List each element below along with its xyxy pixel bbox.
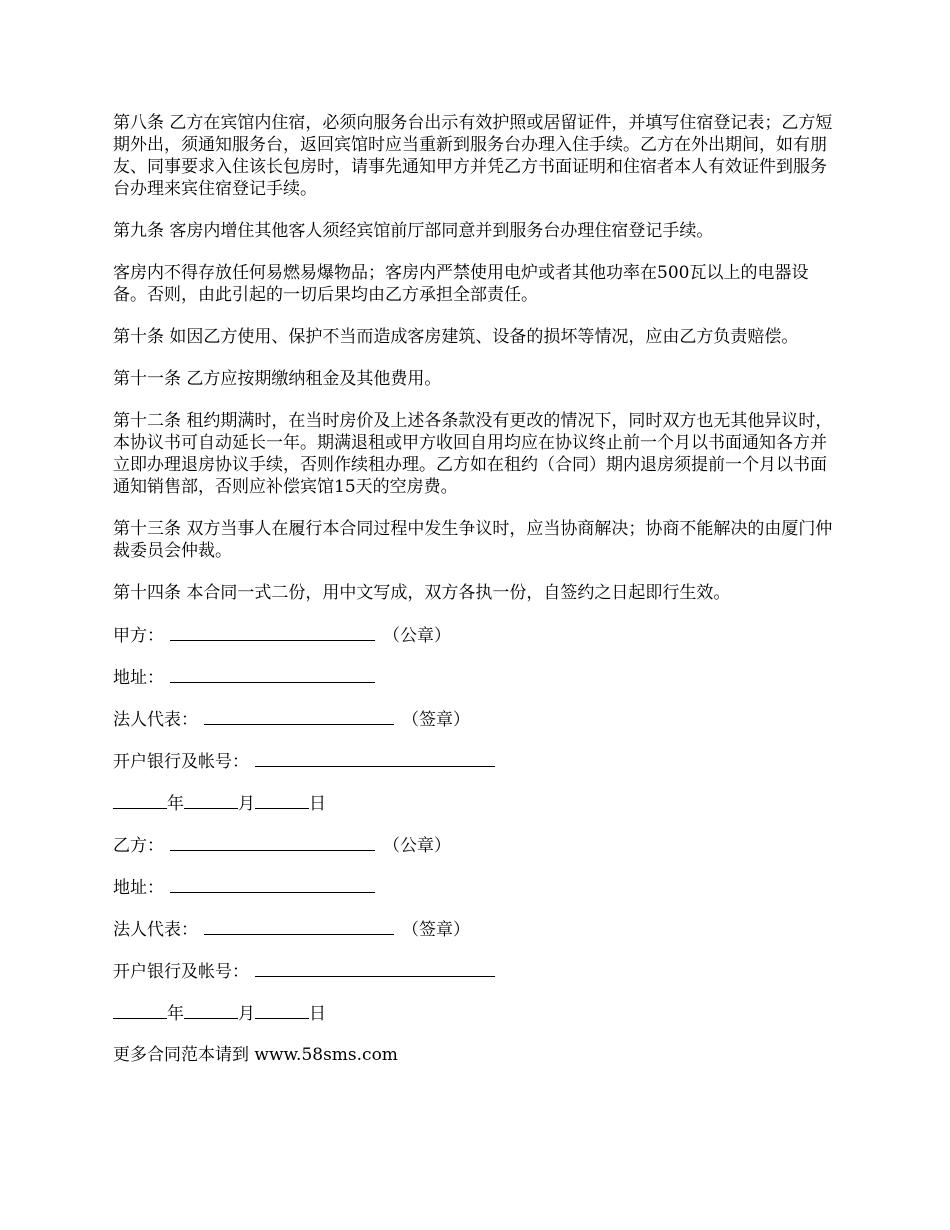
party-a-signature-field[interactable] bbox=[170, 624, 375, 641]
year-label: 年 bbox=[167, 1004, 184, 1024]
party-b-sign-note: （签章） bbox=[402, 920, 470, 940]
party-b-label: 乙方： bbox=[113, 836, 164, 856]
clause-8: 第八条 乙方在宾馆内住宿，必须向服务台出示有效护照或居留证件，并填写住宿登记表；乙方短期外出，须通知服务台，返回宾馆时应当重新到服务台办理入住手续。乙方在外出期间，如有朋友、同事要求入住该长包房时，请事先通知甲方并凭乙方书面证明和住宿者本人有效证件到服务台办理来宾住宿登记手续。 bbox=[113, 113, 833, 199]
year-label: 年 bbox=[167, 794, 184, 814]
party-a-label: 甲方： bbox=[113, 626, 164, 646]
party-b-seal-note: （公章） bbox=[383, 836, 451, 856]
party-b-month-field[interactable] bbox=[184, 1002, 238, 1019]
party-b-row bbox=[113, 834, 833, 856]
party-a-date-row bbox=[113, 792, 833, 814]
party-b-date-row bbox=[113, 1002, 833, 1024]
party-b-address-label: 地址： bbox=[113, 878, 164, 898]
party-a-rep-row bbox=[113, 708, 833, 730]
party-a-seal-note: （公章） bbox=[383, 626, 451, 646]
party-b-address-row bbox=[113, 876, 833, 898]
party-b-bank-row bbox=[113, 960, 833, 982]
party-b-address-field[interactable] bbox=[170, 876, 375, 893]
party-b-rep-field[interactable] bbox=[204, 918, 394, 935]
party-a-row bbox=[113, 624, 833, 646]
party-a-address-label: 地址： bbox=[113, 668, 164, 688]
day-label: 日 bbox=[309, 794, 326, 814]
party-a-bank-label: 开户银行及帐号： bbox=[113, 752, 249, 772]
day-label: 日 bbox=[309, 1004, 326, 1024]
party-a-sign-note: （签章） bbox=[402, 710, 470, 730]
clause-12: 第十二条 租约期满时，在当时房价及上述各条款没有更改的情况下，同时双方也无其他异议时，本协议书可自动延长一年。期满退租或甲方收回自用均应在协议终止前一个月以书面通知各方并立即办理退房协议手续，否则作续租办理。乙方如在租约（合同）期内退房须提前一个月以书面通知销售部，否则应补偿宾馆15天的空房费。 bbox=[113, 411, 833, 497]
party-a-address-row bbox=[113, 666, 833, 688]
party-a-year-field[interactable] bbox=[113, 792, 167, 809]
party-a-day-field[interactable] bbox=[255, 792, 309, 809]
party-b-rep-row bbox=[113, 918, 833, 940]
footer-note: 更多合同范本请到 www.58sms.com bbox=[113, 1045, 398, 1065]
party-a-address-field[interactable] bbox=[170, 666, 375, 683]
contract-page bbox=[113, 112, 833, 1086]
party-b-day-field[interactable] bbox=[255, 1002, 309, 1019]
party-b-bank-label: 开户银行及帐号： bbox=[113, 962, 249, 982]
party-a-bank-row bbox=[113, 750, 833, 772]
clause-9: 第九条 客房内增住其他客人须经宾馆前厅部同意并到服务台办理住宿登记手续。 bbox=[113, 221, 714, 241]
party-b-year-field[interactable] bbox=[113, 1002, 167, 1019]
clause-9-supplement: 客房内不得存放任何易燃易爆物品；客房内严禁使用电炉或者其他功率在500瓦以上的电器设备。否则，由此引起的一切后果均由乙方承担全部责任。 bbox=[113, 263, 809, 305]
party-b-rep-label: 法人代表： bbox=[113, 920, 198, 940]
party-a-rep-label: 法人代表： bbox=[113, 710, 198, 730]
party-b-signature-field[interactable] bbox=[170, 834, 375, 851]
month-label: 月 bbox=[238, 794, 255, 814]
clause-11: 第十一条 乙方应按期缴纳租金及其他费用。 bbox=[113, 369, 442, 389]
clause-10: 第十条 如因乙方使用、保护不当而造成客房建筑、设备的损坏等情况，应由乙方负责赔偿。 bbox=[113, 327, 799, 347]
clause-13: 第十三条 双方当事人在履行本合同过程中发生争议时，应当协商解决；协商不能解决的由厦门仲裁委员会仲裁。 bbox=[113, 519, 833, 561]
month-label: 月 bbox=[238, 1004, 255, 1024]
party-a-rep-field[interactable] bbox=[204, 708, 394, 725]
clause-14: 第十四条 本合同一式二份，用中文写成，双方各执一份，自签约之日起即行生效。 bbox=[113, 583, 731, 603]
party-a-bank-field[interactable] bbox=[255, 750, 495, 767]
party-a-month-field[interactable] bbox=[184, 792, 238, 809]
party-b-bank-field[interactable] bbox=[255, 960, 495, 977]
